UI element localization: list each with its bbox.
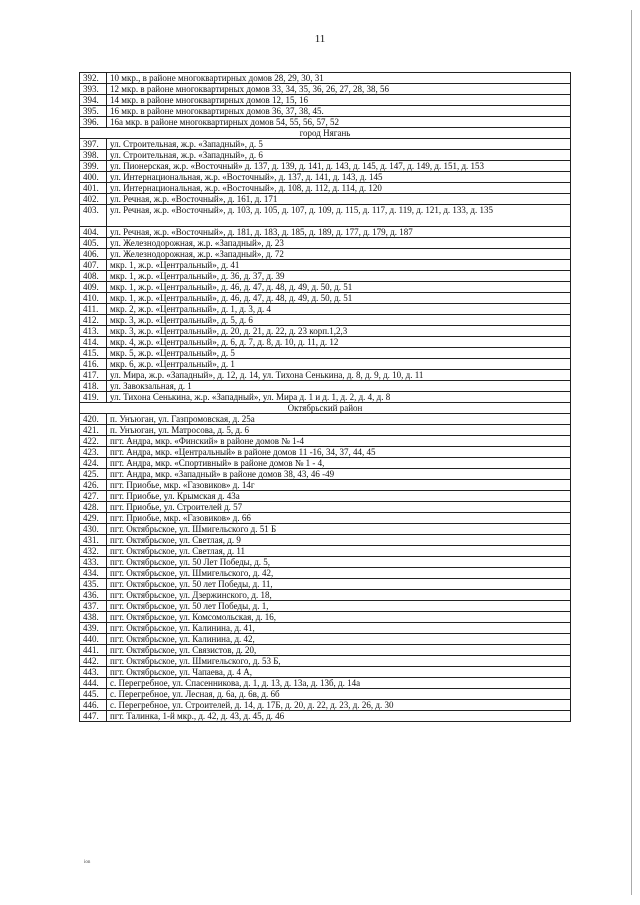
table-row [80,469,571,480]
row-address: мкр. 1, ж.р. «Центральный», д. 46, д. 47, д. 48, д. 49, д. 50, д. 51 [107,293,571,304]
table-row [80,150,571,161]
row-number: 408. [80,271,107,282]
page-number: 11 [314,33,326,45]
row-address: мкр. 5, ж.р. «Центральный», д. 5 [107,348,571,359]
row-address: пгт. Приобье, ул. Крымская д. 43а [107,491,571,502]
row-number: 413. [80,326,107,337]
table-row [80,106,571,117]
table-row [80,590,571,601]
row-address: 16 мкр. в районе многоквартирных домов 36, 37, 38, 45. [107,106,571,117]
table-row [80,315,571,326]
row-address: пгт. Андра, мкр. «Финский» в районе домов № 1-4 [107,436,571,447]
table-row [80,95,571,106]
row-number: 434. [80,568,107,579]
section-title: город Нягань [80,128,571,139]
table-row [80,293,571,304]
row-address: 10 мкр., в районе многоквартирных домов 28, 29, 30, 31 [107,73,571,84]
section-title: Октябрьский район [80,403,571,414]
table-row [80,436,571,447]
scan-edge-line [631,10,632,895]
row-number: 443. [80,667,107,678]
row-number: 398. [80,150,107,161]
row-address: ул. Речная, ж.р. «Восточный», д. 103, д. 105, д. 107, д. 109, д. 115, д. 117, д. 119, д. 121, д. 133, д. 135 [107,205,571,227]
row-address: пгт. Октябрьское, ул. Шмигельского, д. 42, [107,568,571,579]
table-row [80,238,571,249]
table-row [80,524,571,535]
row-number: 439. [80,623,107,634]
table-row [80,612,571,623]
row-address: мкр. 3, ж.р. «Центральный», д. 5, д. 6 [107,315,571,326]
table-row [80,645,571,656]
table-row [80,139,571,150]
table-row [80,447,571,458]
row-number: 412. [80,315,107,326]
row-number: 424. [80,458,107,469]
table-row [80,337,571,348]
row-number: 428. [80,502,107,513]
table-row [80,425,571,436]
row-number: 407. [80,260,107,271]
row-address: пгт. Октябрьское, ул. Светлая, д. 9 [107,535,571,546]
table-row [80,271,571,282]
row-number: 401. [80,183,107,194]
table-row [80,623,571,634]
row-number: 432. [80,546,107,557]
table-row [80,260,571,271]
row-number: 423. [80,447,107,458]
row-address: пгт. Андра, мкр. «Спортивный» в районе домов № 1 - 4, [107,458,571,469]
row-number: 419. [80,392,107,403]
table-row [80,381,571,392]
row-address: пгт. Октябрьское, ул. Калинина, д. 42, [107,634,571,645]
row-address: пгт. Октябрьское, ул. 50 Лет Победы, д. 5, [107,557,571,568]
row-address: 14 мкр. в районе многоквартирных домов 12, 15, 16 [107,95,571,106]
table-row [80,502,571,513]
row-address: ул. Пионерская, ж.р. «Восточный» д. 137, д. 139, д. 141, д. 143, д. 145, д. 147, д. 149, д. 151, д. 153 [107,161,571,172]
table-row [80,370,571,381]
row-address: п. Унъюган, ул. Матросова, д. 5, д. 6 [107,425,571,436]
row-address: с. Перегребное, ул. Спасенникова, д. 1, д. 13, д. 13а, д. 13б, д. 14а [107,678,571,689]
row-address: 16а мкр. в районе многоквартирных домов 54, 55, 56, 57, 52 [107,117,571,128]
table-row [80,689,571,700]
table-row [80,535,571,546]
row-address: п. Унъюган, ул. Газпромовская, д. 25а [107,414,571,425]
row-number: 414. [80,337,107,348]
table-row [80,227,571,238]
row-address: пгт. Октябрьское, ул. Связистов, д. 20, [107,645,571,656]
table-row [80,678,571,689]
row-number: 402. [80,194,107,205]
row-number: 405. [80,238,107,249]
row-address: ул. Интернациональная, ж.р. «Восточный», д. 137, д. 141, д. 143, д. 145 [107,172,571,183]
row-address: ул. Завокзальная, д. 1 [107,381,571,392]
row-address: пгт. Талинка, 1-й мкр., д. 42, д. 43, д. 45, д. 46 [107,711,571,722]
table-row [80,491,571,502]
table-row [80,568,571,579]
address-table [79,72,571,722]
row-address: ул. Строительная, ж.р. «Западный», д. 5 [107,139,571,150]
row-number: 441. [80,645,107,656]
address-table-body [80,73,571,722]
table-row [80,392,571,403]
table-row [80,161,571,172]
row-number: 431. [80,535,107,546]
row-address: пгт. Октябрьское, ул. Шмигельского, д. 53 Б, [107,656,571,667]
row-number: 418. [80,381,107,392]
row-address: мкр. 4, ж.р. «Центральный», д. 6, д. 7, д. 8, д. 10, д. 11, д. 12 [107,337,571,348]
row-number: 409. [80,282,107,293]
row-number: 426. [80,480,107,491]
table-row [80,73,571,84]
row-address: ул. Железнодорожная, ж.р. «Западный», д. 72 [107,249,571,260]
row-number: 395. [80,106,107,117]
table-row [80,194,571,205]
table-row [80,304,571,315]
table-row [80,557,571,568]
row-number: 435. [80,579,107,590]
row-address: ул. Мира, ж.р. «Западный», д. 12, д. 14, ул. Тихона Сенькина, д. 8, д. 9, д. 10, д. 11 [107,370,571,381]
table-row [80,117,571,128]
table-row [80,458,571,469]
row-address: пгт. Октябрьское, ул. Светлая, д. 11 [107,546,571,557]
row-number: 422. [80,436,107,447]
row-number: 438. [80,612,107,623]
row-number: 415. [80,348,107,359]
row-address: мкр. 3, ж.р. «Центральный», д. 20, д. 21, д. 22, д. 23 корп.1,2,3 [107,326,571,337]
row-number: 421. [80,425,107,436]
row-number: 447. [80,711,107,722]
row-address: пгт. Октябрьское, ул. Шмигельского д. 51 Б [107,524,571,535]
row-address: пгт. Октябрьское, ул. Калинина, д. 41, [107,623,571,634]
table-row [80,172,571,183]
row-number: 440. [80,634,107,645]
table-row [80,711,571,722]
row-address: с. Перегребное, ул. Лесная, д. 6а, д. 6в, д. 6б [107,689,571,700]
row-address: пгт. Приобье, ул. Строителей д. 57 [107,502,571,513]
row-number: 430. [80,524,107,535]
row-address: пгт. Приобье, мкр. «Газовиков» д. 14г [107,480,571,491]
row-address: ул. Интернациональная, ж.р. «Восточный», д. 108, д. 112, д. 114, д. 120 [107,183,571,194]
table-row [80,249,571,260]
row-number: 392. [80,73,107,84]
row-address: ул. Железнодорожная, ж.р. «Западный», д. 23 [107,238,571,249]
row-number: 442. [80,656,107,667]
table-row [80,579,571,590]
row-number: 444. [80,678,107,689]
row-address: мкр. 6, ж.р. «Центральный», д. 1 [107,359,571,370]
table-row [80,84,571,95]
row-number: 420. [80,414,107,425]
row-address: с. Перегребное, ул. Строителей, д. 14, д. 17Б, д. 20, д. 22, д. 23, д. 26, д. 30 [107,700,571,711]
row-number: 410. [80,293,107,304]
row-number: 403. [80,205,107,227]
row-address: 12 мкр. в районе многоквартирных домов 33, 34, 35, 36, 26, 27, 28, 38, 56 [107,84,571,95]
row-number: 396. [80,117,107,128]
row-address: мкр. 1, ж.р. «Центральный», д. 46, д. 47, д. 48, д. 49, д. 50, д. 51 [107,282,571,293]
row-number: 417. [80,370,107,381]
row-number: 394. [80,95,107,106]
row-address: пгт. Андра, мкр. «Западный» в районе домов 38, 43, 46 -49 [107,469,571,480]
section-header-row [80,128,571,139]
row-address: мкр. 2, ж.р. «Центральный», д. 1, д. 3, д. 4 [107,304,571,315]
row-number: 446. [80,700,107,711]
row-number: 397. [80,139,107,150]
row-number: 399. [80,161,107,172]
row-address: пгт. Октябрьское, ул. 50 лет Победы, д. 1, [107,601,571,612]
row-number: 400. [80,172,107,183]
row-number: 404. [80,227,107,238]
table-row [80,634,571,645]
table-row [80,546,571,557]
table-row [80,205,571,227]
row-number: 393. [80,84,107,95]
table-row [80,480,571,491]
row-address: пгт. Октябрьское, ул. Чапаева, д. 4 А, [107,667,571,678]
row-address: пгт. Октябрьское, ул. Дзержинского, д. 18, [107,590,571,601]
row-number: 429. [80,513,107,524]
row-number: 416. [80,359,107,370]
row-address: ул. Тихона Сенькина, ж.р. «Западный», ул. Мира д. 1 и д. 1, д. 2, д. 4, д. 8 [107,392,571,403]
row-address: мкр. 1, ж.р. «Центральный», д. 36, д. 37, д. 39 [107,271,571,282]
row-address: ул. Речная, ж.р. «Восточный», д. 181, д. 183, д. 185, д. 189, д. 177, д. 179, д. 187 [107,227,571,238]
table-row [80,348,571,359]
row-address: пгт. Октябрьское, ул. Комсомольская, д. 16, [107,612,571,623]
row-address: ул. Речная, ж.р. «Восточный», д. 161, д. 171 [107,194,571,205]
row-number: 411. [80,304,107,315]
table-row [80,667,571,678]
table-row [80,359,571,370]
row-number: 445. [80,689,107,700]
table-row [80,183,571,194]
row-number: 406. [80,249,107,260]
row-address: мкр. 1, ж.р. «Центральный», д. 41 [107,260,571,271]
table-row [80,656,571,667]
row-address: ул. Строительная, ж.р. «Западный», д. 6 [107,150,571,161]
row-number: 436. [80,590,107,601]
table-row [80,700,571,711]
row-address: пгт. Приобье, мкр. «Газовиков» д. 66 [107,513,571,524]
table-row [80,326,571,337]
table-row [80,513,571,524]
footer-mark: ion [84,860,91,865]
row-number: 433. [80,557,107,568]
row-number: 437. [80,601,107,612]
row-number: 425. [80,469,107,480]
section-header-row [80,403,571,414]
table-row [80,414,571,425]
row-address: пгт. Октябрьское, ул. 50 лет Победы, д. 11, [107,579,571,590]
table-row [80,601,571,612]
row-number: 427. [80,491,107,502]
row-address: пгт. Андра, мкр. «Центральный» в районе домов 11 -16, 34, 37, 44, 45 [107,447,571,458]
table-row [80,282,571,293]
